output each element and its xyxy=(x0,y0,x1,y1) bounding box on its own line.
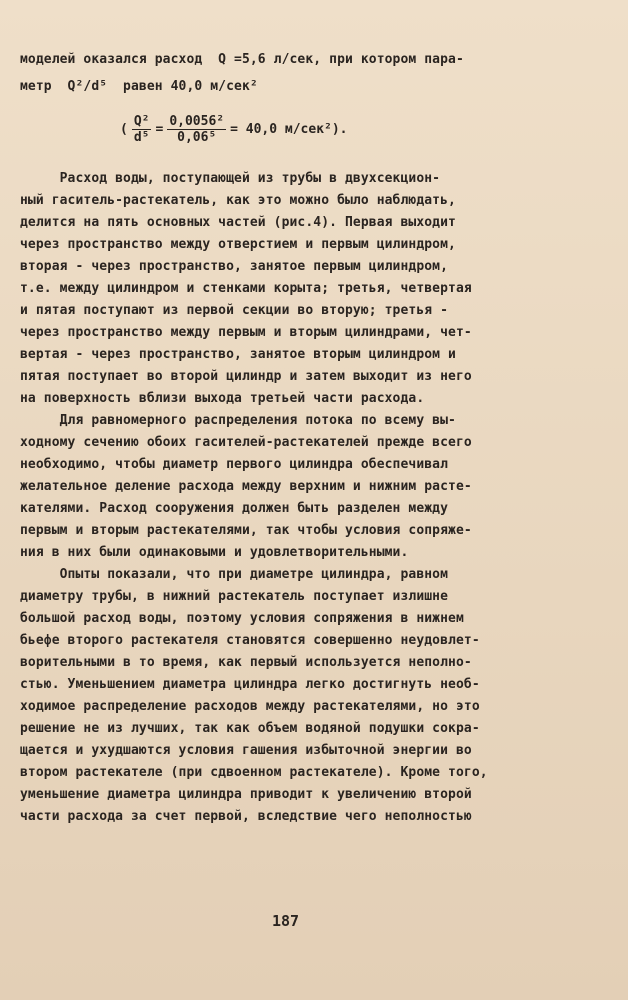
equals-sign: = xyxy=(155,122,164,137)
fraction-rhs xyxy=(167,114,226,145)
fraction-denominator: d⁵ xyxy=(133,130,150,145)
fraction-numerator: 0,0056² xyxy=(169,114,225,129)
fraction-denominator: 0,06⁵ xyxy=(177,130,217,145)
text-line: втором растекателе (при сдвоенном растекателе). Кроме того, xyxy=(20,765,488,780)
text-line: вторая - через пространство, занятое первым цилиндром, xyxy=(20,259,449,274)
text-line: большой расход воды, поэтому условия сопряжения в нижнем xyxy=(20,611,464,626)
text-line: части расхода за счет первой, вследствие чего неполностью xyxy=(20,809,472,824)
fraction-numerator: Q² xyxy=(133,114,150,129)
text-line: через пространство между отверстием и первым цилиндром, xyxy=(20,237,456,252)
equation-result: = 40,0 м/сек²). xyxy=(230,122,348,137)
text-line: делится на пять основных частей (рис.4). Первая выходит xyxy=(20,215,456,230)
text-line: т.е. между цилиндром и стенками корыта; третья, четвертая xyxy=(20,281,472,296)
text-line: бьефе второго растекателя становятся совершенно неудовлет- xyxy=(20,633,480,648)
text-line: первым и вторым растекателями, так чтобы условия сопряже- xyxy=(20,523,472,538)
text-line: ный гаситель-растекатель, как это можно было наблюдать, xyxy=(20,193,456,208)
text-line: вертая - через пространство, занятое вторым цилиндром и xyxy=(20,347,456,362)
text-line: пятая поступает во второй цилиндр и затем выходит из него xyxy=(20,369,472,384)
text-line: желательное деление расхода между верхним и нижним расте- xyxy=(20,479,472,494)
text-line: решение не из лучших, так как объем водяной подушки сокра- xyxy=(20,721,480,736)
equation xyxy=(120,114,348,145)
text-line: на поверхность вблизи выхода третьей части расхода. xyxy=(20,391,425,406)
text-line: щается и ухудшаются условия гашения избыточной энергии во xyxy=(20,743,472,758)
text-line: Для равномерного распределения потока по всему вы- xyxy=(20,413,456,428)
text-line: Расход воды, поступающей из трубы в двухсекцион- xyxy=(20,171,441,186)
text-line: ворительными в то время, как первый используется неполно- xyxy=(20,655,472,670)
text-line: через пространство между первым и вторым цилиндрами, чет- xyxy=(20,325,472,340)
text-line: ходному сечению обоих гасителей-растекателей прежде всего xyxy=(20,435,472,450)
equation-open-paren: ( xyxy=(120,122,128,137)
text-line: ходимое распределение расходов между растекателями, но это xyxy=(20,699,480,714)
text-line: кателями. Расход сооружения должен быть разделен между xyxy=(20,501,449,516)
text-line: метр Q²/d⁵ равен 40,0 м/сек² xyxy=(20,79,258,94)
text-line: Опыты показали, что при диаметре цилиндра, равном xyxy=(20,567,449,582)
text-line: диаметру трубы, в нижний растекатель поступает излишне xyxy=(20,589,449,604)
fraction-lhs xyxy=(132,114,152,145)
text-line: моделей оказался расход Q =5,6 л/сек, при котором пара- xyxy=(20,52,464,67)
text-line: и пятая поступают из первой секции во вторую; третья - xyxy=(20,303,449,318)
text-line: стью. Уменьшением диаметра цилиндра легко достигнуть необ- xyxy=(20,677,480,692)
text-line: необходимо, чтобы диаметр первого цилиндра обеспечивал xyxy=(20,457,449,472)
text-line: уменьшение диаметра цилиндра приводит к увеличению второй xyxy=(20,787,472,802)
text-line: ния в них были одинаковыми и удовлетворительными. xyxy=(20,545,409,560)
page-number: 187 xyxy=(272,912,300,930)
